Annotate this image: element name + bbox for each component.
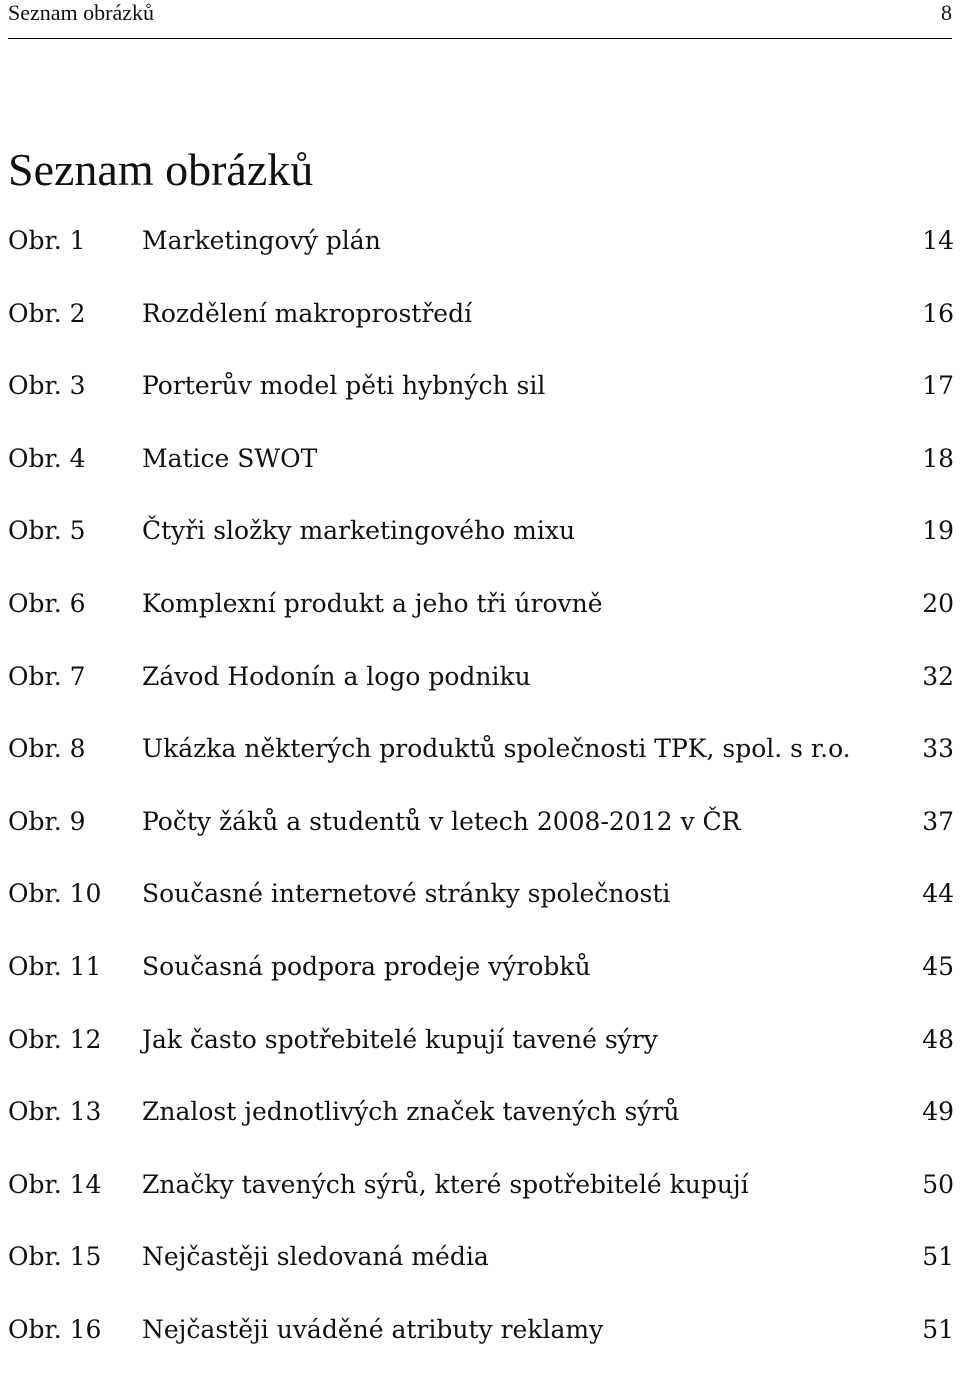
list-item	[8, 945, 954, 1018]
list-item	[8, 800, 954, 873]
list-item	[8, 1090, 954, 1163]
figure-page-number: 44	[922, 879, 954, 909]
running-header-title: Seznam obrázků	[8, 0, 154, 25]
figure-caption: Znalost jednotlivých značek tavených sýrů	[142, 1097, 680, 1127]
figure-number: Obr. 11	[8, 951, 102, 981]
list-item	[8, 219, 954, 292]
figure-caption: Nejčastěji sledovaná média	[142, 1242, 489, 1272]
figure-number: Obr. 5	[8, 516, 86, 546]
figure-number: Obr. 12	[8, 1024, 102, 1054]
figure-caption: Současné internetové stránky společnosti	[142, 879, 671, 909]
figure-page-number: 48	[922, 1024, 954, 1054]
figure-page-number: 49	[922, 1097, 954, 1127]
figure-number: Obr. 3	[8, 371, 86, 401]
figure-number: Obr. 1	[8, 226, 86, 255]
figure-caption: Závod Hodonín a logo podniku	[142, 661, 531, 691]
list-of-figures	[8, 219, 954, 1381]
figure-caption: Matice SWOT	[142, 443, 318, 473]
figure-number: Obr. 4	[8, 443, 86, 473]
list-item	[8, 1163, 954, 1236]
figure-page-number: 14	[922, 226, 954, 255]
figure-number: Obr. 10	[8, 879, 102, 909]
figure-number: Obr. 14	[8, 1169, 102, 1199]
list-item	[8, 1308, 954, 1381]
figure-page-number: 37	[922, 806, 954, 836]
list-item	[8, 1018, 954, 1091]
figure-page-number: 33	[922, 734, 954, 764]
figure-page-number: 51	[922, 1314, 954, 1344]
figure-number: Obr. 8	[8, 734, 86, 764]
figure-caption: Nejčastěji uváděné atributy reklamy	[142, 1314, 604, 1344]
figure-page-number: 17	[922, 371, 954, 401]
figure-caption: Současná podpora prodeje výrobků	[142, 951, 591, 981]
figure-caption: Jak často spotřebitelé kupují tavené sýry	[142, 1024, 658, 1054]
page-title: Seznam obrázků	[8, 144, 314, 195]
figure-caption: Rozdělení makroprostředí	[142, 298, 473, 328]
list-item	[8, 582, 954, 655]
running-header-page-number: 8	[941, 0, 952, 25]
list-item	[8, 727, 954, 800]
figure-number: Obr. 16	[8, 1314, 102, 1344]
running-header	[8, 0, 952, 39]
figure-caption: Komplexní produkt a jeho tři úrovně	[142, 588, 603, 618]
figure-page-number: 50	[922, 1169, 954, 1199]
figure-page-number: 16	[922, 298, 954, 328]
figure-number: Obr. 6	[8, 588, 86, 618]
figure-page-number: 18	[922, 443, 954, 473]
figure-number: Obr. 13	[8, 1097, 102, 1127]
figure-caption: Porterův model pěti hybných sil	[142, 371, 546, 401]
list-item	[8, 437, 954, 510]
figure-page-number: 32	[922, 661, 954, 691]
figure-page-number: 51	[922, 1242, 954, 1272]
figure-caption: Ukázka některých produktů společnosti TPK, spol. s r.o.	[142, 734, 851, 764]
figure-caption: Počty žáků a studentů v letech 2008-2012 v ČR	[142, 806, 741, 836]
list-item	[8, 872, 954, 945]
figure-caption: Marketingový plán	[142, 226, 381, 255]
list-item	[8, 1235, 954, 1308]
list-item	[8, 509, 954, 582]
figure-caption: Čtyři složky marketingového mixu	[142, 516, 576, 546]
figure-page-number: 20	[922, 588, 954, 618]
figure-number: Obr. 2	[8, 298, 86, 328]
figure-number: Obr. 15	[8, 1242, 102, 1272]
list-item	[8, 364, 954, 437]
figure-page-number: 19	[922, 516, 954, 546]
figure-number: Obr. 9	[8, 806, 86, 836]
list-item	[8, 292, 954, 365]
figure-number: Obr. 7	[8, 661, 86, 691]
figure-page-number: 45	[922, 951, 954, 981]
figure-caption: Značky tavených sýrů, které spotřebitelé kupují	[142, 1169, 749, 1199]
list-item	[8, 655, 954, 728]
